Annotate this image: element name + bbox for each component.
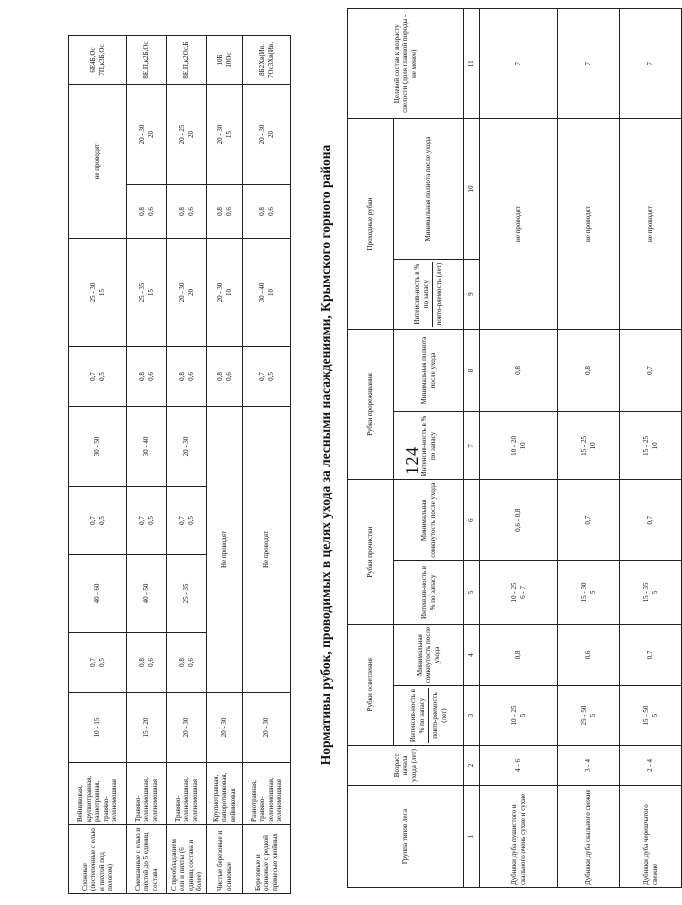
vegetation-cell: Травяно-зеленомошная, зеленомошная (127, 763, 167, 825)
value-cell (620, 561, 682, 625)
value-cell-line: 0,8 (138, 207, 146, 216)
value-cell-line: 20 - 30 (178, 282, 186, 303)
value-cell-line: 10 (518, 442, 527, 450)
composition-code-cell-line: 8Е,П,к2Ос,Б (182, 41, 191, 79)
age-cell: 20 - 30 (167, 693, 207, 763)
vegetation-cell: Разнотравная, травяно-зеленомошная, зеленомошная (243, 763, 291, 825)
header-min-fullness-pass: Минимальная полнота после ухода (394, 119, 464, 259)
forest-group-cell: Дубняки дуба скального свежие (558, 786, 620, 888)
value-cell-line: 0,6 (186, 207, 195, 216)
value-cell-line: 20 - 25 (178, 124, 186, 145)
column-number: 4 (464, 624, 480, 686)
value-cell-line: 10 (650, 442, 659, 450)
age-cell: 10 - 15 (69, 693, 127, 763)
value-cell-line: 10 - 25 (510, 705, 518, 726)
value-cell-line: 10 - 20 (510, 436, 518, 456)
value-cell-line: 10 (266, 289, 275, 296)
value-cell-line: 0,8 (216, 372, 224, 381)
header-clarification: Рубки осветления (348, 624, 394, 745)
value-cell-line: 0,6 (224, 372, 233, 381)
value-cell-line: 5 (650, 590, 659, 595)
value-cell (243, 85, 291, 185)
value-cell (558, 412, 620, 480)
value-cell-line: 20 (186, 131, 195, 138)
value-cell-line: 0,7 (89, 516, 97, 525)
value-cell (243, 185, 291, 239)
value-cell (127, 347, 167, 407)
column-number: 9 (464, 259, 480, 329)
target-cell: 7 (480, 9, 558, 119)
value-cell: 0,7 (558, 480, 620, 561)
header-intensity-clean: Интенсив-ность в % по запасу (394, 561, 464, 625)
value-cell-line: 30 - 40 (258, 282, 266, 303)
header-cleaning: Рубки прочистки (348, 480, 394, 624)
value-cell-line: 10 (588, 442, 597, 450)
forest-group-cell: С преобладанием ели и пихты (6 единиц состава и более) (167, 825, 207, 894)
subheader-intensity-pass: Интенсив-ность в % по запасу (413, 263, 430, 325)
value-cell: 0,8 (480, 329, 558, 412)
header-min-closure-clarif: Минимальная сомкнутость после ухода (394, 624, 464, 686)
value-cell: 20 - 30 (167, 407, 207, 487)
value-cell-line: 10 (224, 289, 233, 296)
value-cell-line: 15 - 25 (580, 436, 588, 456)
value-cell-line: 0,5 (97, 372, 106, 381)
table-row (480, 9, 558, 888)
header-thinning: Рубки прореживания (348, 329, 394, 480)
value-cell: 0,7 (620, 329, 682, 412)
forest-group-cell: Дубняки дуба пушистого и скального очень сухие и сухие (480, 786, 558, 888)
composition-code-cell-line: 10Ос (224, 52, 233, 68)
value-cell-line: 25 - 50 (580, 705, 588, 726)
value-cell-line: 0,6 (186, 372, 195, 381)
value-cell-line: 0,6 (146, 207, 155, 216)
composition-code-cell-line: 8Б2Хв(Ив. (258, 44, 266, 76)
value-cell (167, 239, 207, 347)
value-cell-line: 20 - 30 (216, 124, 224, 145)
value-cell (167, 85, 207, 185)
composition-code-cell-line: 6Е4Б,Ос (89, 47, 97, 73)
value-cell-line: 6 - 7 (518, 585, 527, 599)
subheader-repeat: повто-ряемость (лет) (428, 688, 448, 742)
not-conducted-cell: не проводят (558, 119, 620, 329)
composition-code-cell (243, 36, 291, 85)
age-cell: 15 - 20 (127, 693, 167, 763)
vegetation-cell: Крупнотравная, папоротниковая, вейниковая (207, 763, 243, 825)
value-cell (167, 487, 207, 555)
table-row (243, 36, 291, 894)
value-cell-line: 5 (518, 713, 527, 718)
table-row (69, 36, 127, 894)
table-row (620, 9, 682, 888)
value-cell-line: 5 (588, 713, 597, 718)
value-cell: 30 - 40 (127, 407, 167, 487)
age-cell: 20 - 30 (207, 693, 243, 763)
value-cell-line: 0,5 (97, 658, 106, 667)
value-cell (480, 561, 558, 625)
value-cell: 0,6 - 0,8 (480, 480, 558, 561)
table-row (207, 36, 243, 894)
value-cell-line: 10 - 25 (510, 582, 518, 603)
value-cell-line: 5 (650, 713, 659, 718)
vegetation-cell: Вейниковая, крупнотравная, разнотравная, травяно-зеленомошная (69, 763, 127, 825)
value-cell-line: 20 (186, 289, 195, 296)
composition-code-cell (127, 36, 167, 85)
value-cell (480, 686, 558, 745)
value-cell-line: 0,5 (146, 516, 155, 525)
header-group: Группа типов леса (348, 786, 464, 888)
header-intensity-pass (394, 259, 464, 329)
value-cell (69, 239, 127, 347)
value-cell-line: 20 (146, 131, 155, 138)
value-cell-line: 15 - 25 (642, 436, 650, 456)
age-cell: 20 - 30 (243, 693, 291, 763)
value-cell (620, 412, 682, 480)
header-passage: Проходные рубки (348, 119, 394, 329)
value-cell: 30 - 50 (69, 407, 127, 487)
value-cell (207, 239, 243, 347)
value-cell-line: 0,7 (178, 516, 186, 525)
value-cell-line: 0,8 (258, 207, 266, 216)
column-number: 2 (464, 745, 480, 785)
age-cell: 4 - 6 (480, 745, 558, 785)
value-cell (207, 185, 243, 239)
composition-code-cell-line: 7П,к3Б,Ос (97, 44, 106, 76)
value-cell (558, 686, 620, 745)
value-cell-line: 0,8 (178, 372, 186, 381)
value-cell (69, 347, 127, 407)
column-number: 7 (464, 412, 480, 480)
forest-group-cell: Чистые березовые и осиновые (207, 825, 243, 894)
column-number: 6 (464, 480, 480, 561)
value-cell: 0,7 (620, 480, 682, 561)
value-cell: 25 - 35 (167, 555, 207, 633)
not-conducted-cell: не проводят (620, 119, 682, 329)
value-cell-line: 20 - 30 (258, 124, 266, 145)
composition-code-cell (207, 36, 243, 85)
value-cell (207, 85, 243, 185)
composition-code-cell-line: 8Е,П,к2Б,Ос (142, 41, 151, 79)
page-number: 124 (402, 446, 422, 475)
age-cell: 3 - 4 (558, 745, 620, 785)
composition-code-cell (69, 36, 127, 85)
value-cell (243, 347, 291, 407)
not-conducted-cell: не проводят (69, 85, 127, 239)
norms-table (347, 8, 682, 888)
value-cell: 0,8 (558, 329, 620, 412)
value-cell (127, 85, 167, 185)
header-min-closure-clean: Минимальная сомкнутость после ухода (394, 480, 464, 561)
value-cell (207, 347, 243, 407)
value-cell-line: 0,5 (97, 516, 106, 525)
forest-group-cell: Сложные (постепенные с елью и пихтой под пологом) (69, 825, 127, 894)
column-number: 1 (464, 786, 480, 888)
table-heading: Нормативы рубок, проводимых в целях ухода за лесными насаждениями, Крымского горного района (318, 144, 333, 766)
value-cell (167, 633, 207, 693)
table-row (558, 9, 620, 888)
not-conducted-cell: не проводят (480, 119, 558, 329)
vegetation-cell: Травяно-зеленомошная, зеленомошная (167, 763, 207, 825)
value-cell-line: 0,7 (89, 372, 97, 381)
value-cell-line: 15 (97, 289, 106, 296)
value-cell: 40 - 60 (69, 555, 127, 633)
value-cell (167, 185, 207, 239)
value-cell-line: 0,8 (138, 658, 146, 667)
value-cell-line: 0,8 (178, 658, 186, 667)
value-cell-line: 25 - 30 (89, 282, 97, 303)
value-cell-line: 0,7 (138, 516, 146, 525)
subheader-repeat-pass: повто-ряемость (лет) (432, 262, 444, 327)
forest-group-cell: Дубняки дуба черешчатого свежие (620, 786, 682, 888)
composition-code-cell (167, 36, 207, 85)
target-cell: 7 (620, 9, 682, 119)
forest-group-cell: Смешанные с елью и пихтой до 5 единиц состава (127, 825, 167, 894)
header-intensity-thin: Интенсив-ность в % по запасу (394, 412, 464, 480)
value-cell-line: 0,8 (178, 207, 186, 216)
value-cell (69, 487, 127, 555)
value-cell (127, 239, 167, 347)
value-cell-line: 20 - 30 (138, 124, 146, 145)
value-cell (558, 561, 620, 625)
value-cell (127, 185, 167, 239)
value-cell: 0,6 (558, 624, 620, 686)
value-cell (620, 686, 682, 745)
value-cell-line: 0,5 (266, 372, 275, 381)
value-cell-line: 25 - 35 (138, 282, 146, 303)
continuation-table (68, 35, 291, 894)
target-cell: 7 (558, 9, 620, 119)
not-conducted-cell: Не проводят (243, 407, 291, 693)
value-cell-line: 0,7 (89, 658, 97, 667)
value-cell-line: 0,5 (186, 516, 195, 525)
header-target: Целевой состав к возрасту спелости (доля главной породы - не менее) (348, 9, 464, 119)
header-age: Возраст начала ухода (лет) (348, 745, 464, 785)
subheader-intensity: Интенсив-ность в % по запасу (409, 689, 426, 743)
value-cell-line: 0,7 (258, 372, 266, 381)
value-cell-line: 15 (146, 289, 155, 296)
value-cell (243, 239, 291, 347)
composition-code-cell-line: 10Б (216, 54, 224, 66)
age-cell: 2 - 4 (620, 745, 682, 785)
column-number: 3 (464, 686, 480, 745)
value-cell-line: 15 - 35 (642, 582, 650, 603)
value-cell-line: 0,6 (224, 207, 233, 216)
column-number: 5 (464, 561, 480, 625)
value-cell (127, 633, 167, 693)
value-cell-line: 0,6 (186, 658, 195, 667)
column-number: 8 (464, 329, 480, 412)
table-row (167, 36, 207, 894)
column-number: 10 (464, 119, 480, 259)
header-intensity-clarif (394, 686, 464, 745)
value-cell-line: 15 (224, 131, 233, 138)
value-cell-line: 15 - 50 (642, 705, 650, 726)
composition-code-cell-line: 7Ос3Хв(Ив. (266, 42, 275, 78)
column-number: 11 (464, 9, 480, 119)
not-conducted-cell: Не проводят (207, 407, 243, 693)
value-cell-line: 0,6 (266, 207, 275, 216)
value-cell-line: 20 - 30 (216, 282, 224, 303)
value-cell: 40 - 50 (127, 555, 167, 633)
value-cell (69, 633, 127, 693)
value-cell-line: 20 (266, 131, 275, 138)
value-cell (167, 347, 207, 407)
table-row (127, 36, 167, 894)
value-cell-line: 0,6 (146, 658, 155, 667)
value-cell-line: 0,6 (146, 372, 155, 381)
forest-group-cell: Березовые и осиновые с редкой примесью хвойных (243, 825, 291, 894)
value-cell-line: 15 - 30 (580, 582, 588, 603)
value-cell (127, 487, 167, 555)
value-cell: 0,7 (620, 624, 682, 686)
value-cell-line: 0,8 (216, 207, 224, 216)
header-min-fullness-thin: Минимальная полнота после ухода (394, 329, 464, 412)
value-cell-line: 5 (588, 590, 597, 595)
value-cell (480, 412, 558, 480)
value-cell: 0,8 (480, 624, 558, 686)
value-cell-line: 0,8 (138, 372, 146, 381)
